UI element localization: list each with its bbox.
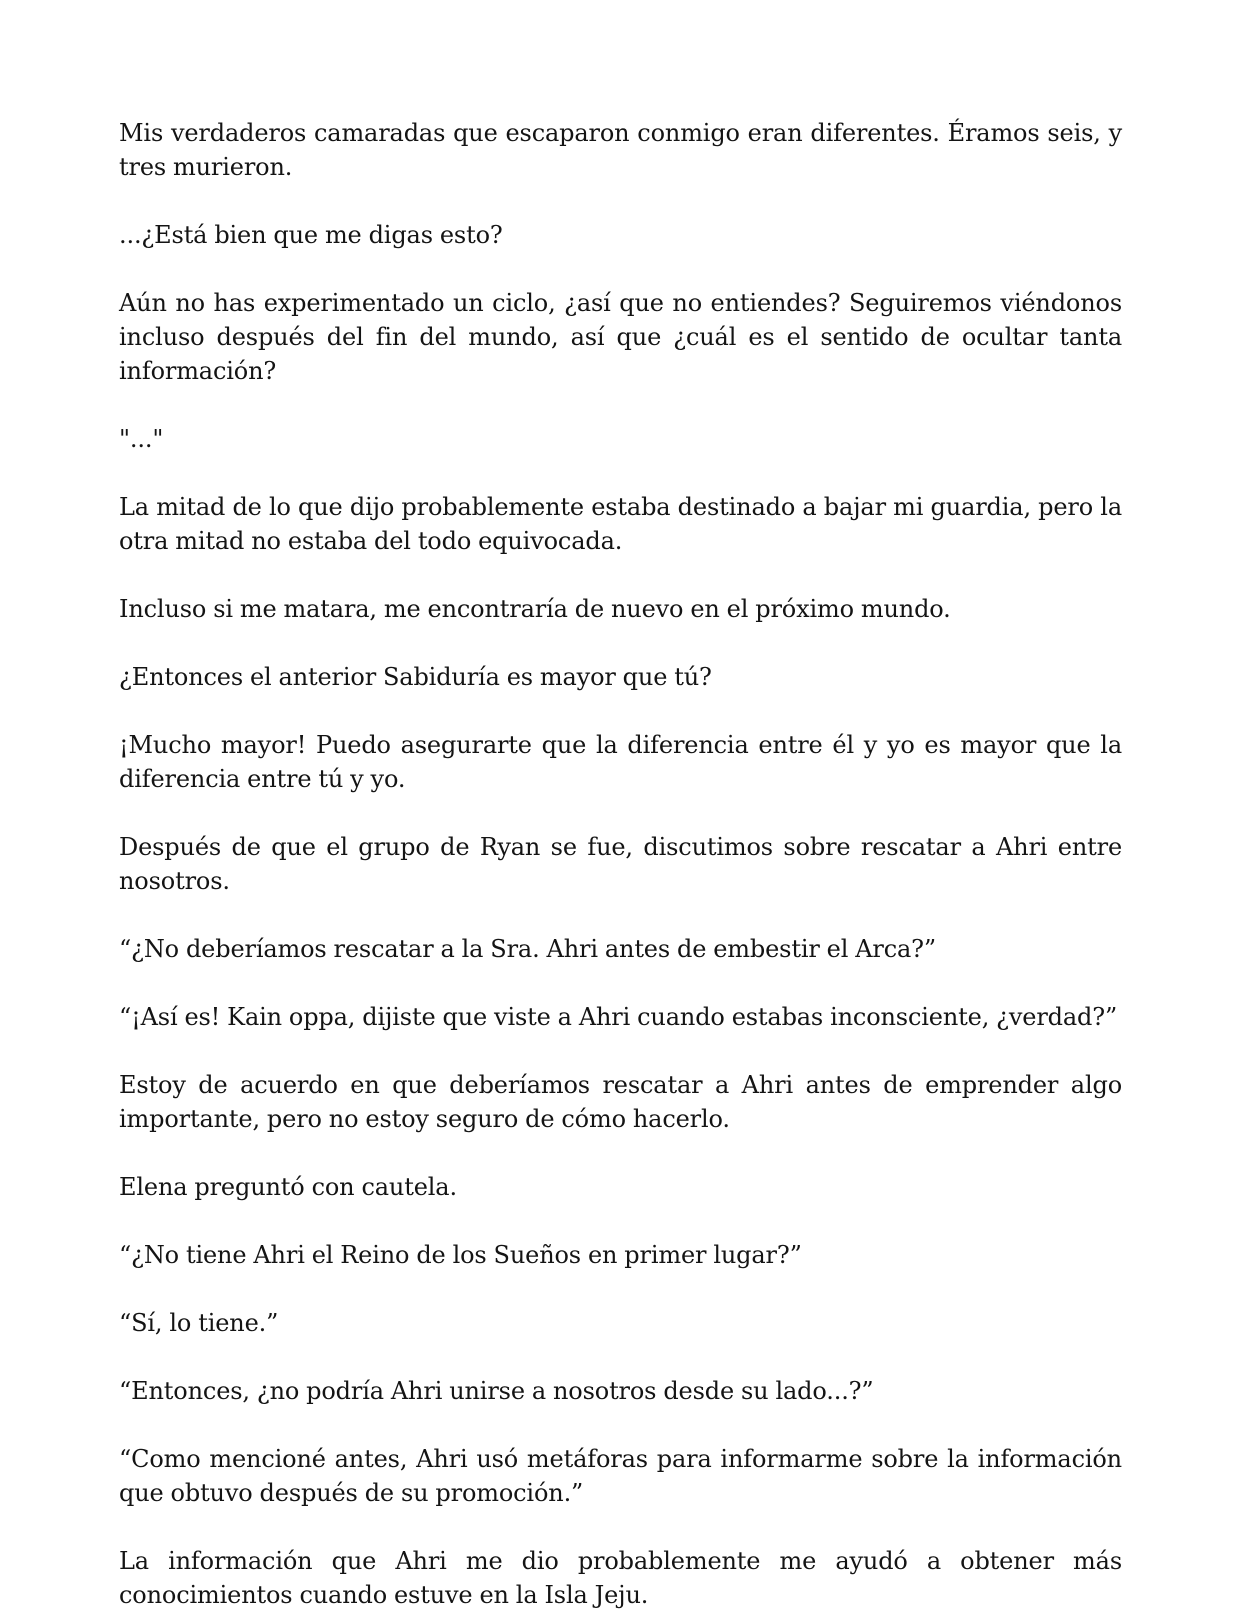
paragraph: Después de que el grupo de Ryan se fue, discutimos sobre rescatar a Ahri entre nosotros. [119,833,1122,895]
paragraph: Incluso si me matara, me encontraría de nuevo en el próximo mundo. [119,595,951,623]
paragraph: “Entonces, ¿no podría Ahri unirse a nosotros desde su lado...?” [119,1377,874,1405]
paragraph: ¡Mucho mayor! Puedo asegurarte que la diferencia entre él y yo es mayor que la diferencia entre tú y yo. [119,731,1122,793]
paragraph: Estoy de acuerdo en que deberíamos rescatar a Ahri antes de emprender algo importante, pero no estoy seguro de cómo hacerlo. [119,1071,1122,1133]
paragraph: Mis verdaderos camaradas que escaparon conmigo eran diferentes. Éramos seis, y tres murieron. [119,119,1122,181]
paragraph: “Sí, lo tiene.” [119,1309,279,1337]
paragraph: “¿No deberíamos rescatar a la Sra. Ahri antes de embestir el Arca?” [119,935,937,963]
paragraph: ...¿Está bien que me digas esto? [119,221,503,249]
paragraph: “¡Así es! Kain oppa, dijiste que viste a Ahri cuando estabas inconsciente, ¿verdad?” [119,1003,1118,1031]
paragraph: ¿Entonces el anterior Sabiduría es mayor que tú? [119,663,712,691]
paragraph: La mitad de lo que dijo probablemente estaba destinado a bajar mi guardia, pero la otra mitad no estaba del todo equivocada. [119,493,1122,555]
paragraph: Aún no has experimentado un ciclo, ¿así que no entiendes? Seguiremos viéndonos incluso después del fin del mundo, así que ¿cuál es el sentido de ocultar tanta información? [119,289,1122,385]
paragraph: Elena preguntó con cautela. [119,1173,457,1201]
paragraph: La información que Ahri me dio probablemente me ayudó a obtener más conocimientos cuando estuve en la Isla Jeju. [119,1547,1122,1609]
paragraph: "..." [119,425,164,453]
paragraph: “Como mencioné antes, Ahri usó metáforas para informarme sobre la información que obtuvo después de su promoción.” [119,1445,1122,1507]
paragraph: “¿No tiene Ahri el Reino de los Sueños en primer lugar?” [119,1241,802,1269]
